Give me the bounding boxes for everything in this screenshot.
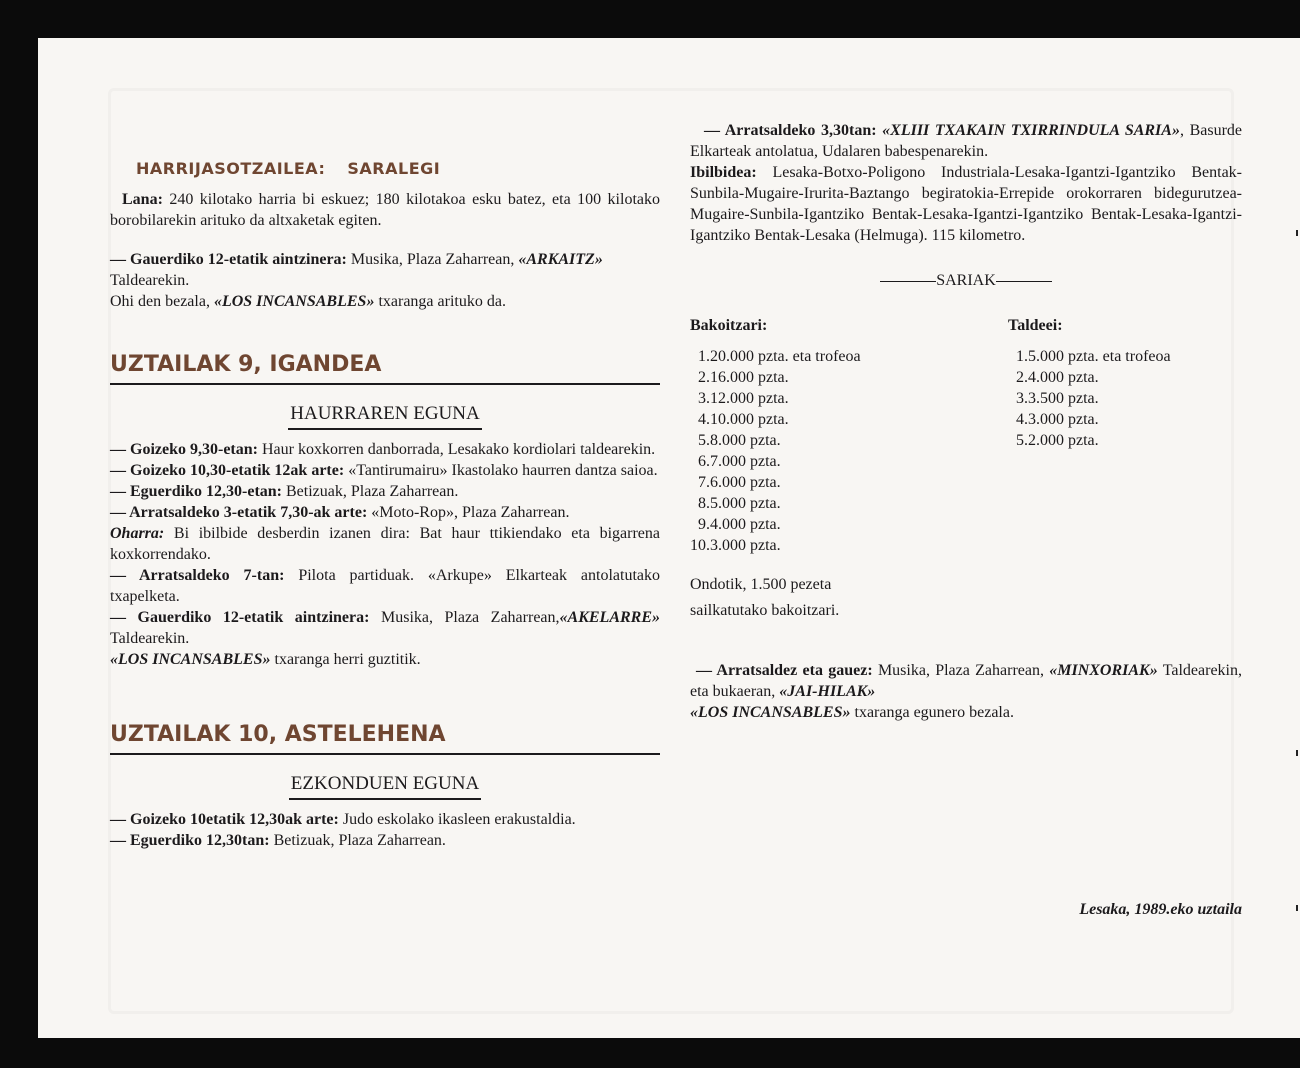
band-name: «ARKAITZ» xyxy=(518,251,603,268)
route-text: Lesaka-Botxo-Poligono Industriala-Lesaka-Igantzi-Igantziko Bentak-Sunbila-Mugaire-Irurita-Baztango begiratokia-Errepide orokorraren bidegurutzea-Mugaire-Sunbila-Igantziko Bentak-Lesaka-Igantzi-Igantziko Bentak-Lesaka-Igantzi-Igantziko Bentak-Lesaka (Helmuga). 115 kilometro. xyxy=(690,164,1242,244)
prize-amount: 8.000 pzta. xyxy=(710,432,781,449)
line2-post: txaranga arituko da. xyxy=(378,293,506,310)
day10-event xyxy=(110,830,660,851)
prize-amount: 2.000 pzta. xyxy=(1028,432,1099,449)
event-time: — Goizeko 9,30-etan: xyxy=(110,441,258,458)
event-time: — Goizeko 10,30-etatik 12ak arte: xyxy=(110,462,345,479)
band-name: «JAI-HILAK» xyxy=(779,683,876,700)
prize-amount: 10.000 pzta. xyxy=(710,411,789,428)
weightlifter-heading xyxy=(136,158,660,179)
prizes-title: SARIAK xyxy=(936,272,996,289)
day9-event xyxy=(110,502,660,523)
prize-row xyxy=(690,493,861,514)
gauerdiko-paragraph xyxy=(110,249,660,312)
day10-subtitle xyxy=(110,773,660,795)
weightlifter-label: HARRIJASOTZAILEA: xyxy=(136,159,326,178)
route-paragraph xyxy=(690,162,1242,246)
prizes-heading xyxy=(690,270,1242,291)
prize-amount: 4.000 pzta. xyxy=(1028,369,1099,386)
band-suffix: Taldearekin. xyxy=(110,630,190,647)
prize-row xyxy=(1008,367,1171,388)
divider xyxy=(996,281,1052,282)
event-text: «Moto-Rop», Plaza Zaharrean. xyxy=(371,504,570,521)
event-time: — Goizeko 10etatik 12,30ak arte: xyxy=(110,811,339,828)
event-time: — Arratsaldez eta gauez: xyxy=(696,662,873,679)
prize-rank: 4. xyxy=(1016,411,1028,428)
band-name: «LOS INCANSABLES» xyxy=(690,704,851,721)
place-date: Lesaka, 1989.eko uztaila xyxy=(1079,901,1242,918)
event-text: Musika, Plaza Zaharrean, xyxy=(877,662,1044,679)
lana-label: Lana: xyxy=(122,191,163,208)
day9-event xyxy=(110,649,660,670)
prize-rank: 1. xyxy=(1016,348,1028,365)
event-text: Pilota partiduak. «Arkupe» Elkarteak antolatutako txapelketa. xyxy=(110,567,661,605)
band-name: «AKELARRE» xyxy=(559,609,661,626)
event-text: Musika, Plaza Zaharrean, xyxy=(350,251,515,268)
event-text: Betizuak, Plaza Zaharrean. xyxy=(286,483,459,500)
edge-mark xyxy=(1296,905,1298,911)
right-column xyxy=(690,120,1242,920)
event-text: Judo eskolako ikasleen erakustaldia. xyxy=(342,811,576,828)
prize-rank: 2. xyxy=(1016,369,1028,386)
edge-mark xyxy=(1296,230,1298,236)
prize-amount: 12.000 pzta. xyxy=(710,390,789,407)
prize-row xyxy=(690,388,861,409)
event-time: — Arratsaldeko 3-etatik 7,30-ak arte: xyxy=(110,504,368,521)
prize-amount: 3.000 pzta. xyxy=(710,537,781,554)
prize-rank: 6. xyxy=(698,453,710,470)
event-text: txaranga herri guztitik. xyxy=(274,651,421,668)
band-suffix: Taldearekin. xyxy=(110,272,190,289)
prize-row xyxy=(690,472,861,493)
prize-rank: 7. xyxy=(698,474,710,491)
race-title: «XLIII TXAKAIN TXIRRINDULA SARIA» xyxy=(882,122,1180,139)
team-prizes xyxy=(1008,315,1171,451)
lana-text: 240 kilotako harria bi eskuez; 180 kilotakoa esku batez, eta 100 kilotako borobilarekin arituko da altxaketak egiten. xyxy=(110,191,660,229)
event-time: — Eguerdiko 12,30-etan: xyxy=(110,483,282,500)
band-name: «LOS INCANSABLES» xyxy=(213,293,375,310)
prize-amount: 4.000 pzta. xyxy=(710,516,781,533)
individual-heading: Bakoitzari: xyxy=(690,317,768,334)
ondotik-line2: sailkatutako bakoitzari. xyxy=(690,602,840,619)
day9-subtitle xyxy=(110,403,660,425)
band-name: «MINXORIAK» xyxy=(1049,662,1158,679)
note-text: Bi ibilbide desberdin izanen dira: Bat haur ttikiendako eta bigarrena koxkorrendako. xyxy=(110,525,660,563)
prize-amount: 16.000 pzta. xyxy=(710,369,789,386)
prize-amount: 5.000 pzta. eta trofeoa xyxy=(1028,348,1171,365)
prize-row xyxy=(690,514,861,535)
event-text: «Tantirumairu» Ikastolako haurren dantza saioa. xyxy=(348,462,658,479)
day10-subtitle-text: EZKONDUEN EGUNA xyxy=(289,773,481,800)
prize-row xyxy=(690,451,861,472)
day9-event xyxy=(110,481,660,502)
race-text: , Basurde Elkarteak antolatua, Udalaren babespenarekin. xyxy=(690,122,1243,160)
evening-paragraph xyxy=(690,660,1242,723)
ondotik-paragraph xyxy=(690,572,1242,624)
individual-prizes xyxy=(690,315,861,556)
event-time: — Arratsaldeko 7-tan: xyxy=(110,567,285,584)
event-text: Musika, Plaza Zaharrean, xyxy=(380,609,560,626)
prize-rank: 10. xyxy=(690,537,710,554)
prize-amount: 3.000 pzta. xyxy=(1028,411,1099,428)
day9-subtitle-text: HAURRAREN EGUNA xyxy=(288,403,481,430)
event-time: — Gauerdiko 12-etatik aintzinera: xyxy=(110,609,370,626)
event-time: — Arratsaldeko 3,30tan: xyxy=(704,122,877,139)
prize-row xyxy=(690,535,861,556)
prize-row xyxy=(1008,430,1171,451)
divider xyxy=(880,281,936,282)
prize-rank: 3. xyxy=(698,390,710,407)
event-time: — Eguerdiko 12,30tan: xyxy=(110,832,270,849)
day9-event xyxy=(110,565,660,607)
prize-row xyxy=(1008,388,1171,409)
prize-amount: 5.000 pzta. xyxy=(710,495,781,512)
race-paragraph xyxy=(690,120,1242,162)
line2-pre: Ohi den bezala, xyxy=(110,293,210,310)
prize-rank: 5. xyxy=(698,432,710,449)
day9-event xyxy=(110,607,660,649)
event-text: Taldearekin, eta bukaeran, xyxy=(690,662,1242,700)
lana-paragraph xyxy=(110,189,660,231)
day10-title: UZTAILAK 10, ASTELEHENA xyxy=(110,722,660,755)
prize-rank: 1. xyxy=(698,348,710,365)
prize-rank: 4. xyxy=(698,411,710,428)
route-label: Ibilbidea: xyxy=(690,164,757,181)
prize-rank: 9. xyxy=(698,516,710,533)
prize-amount: 7.000 pzta. xyxy=(710,453,781,470)
prize-row xyxy=(690,430,861,451)
team-heading: Taldeei: xyxy=(1008,317,1063,334)
prize-rank: 5. xyxy=(1016,432,1028,449)
event-time: — Gauerdiko 12-etatik aintzinera: xyxy=(110,251,347,268)
prize-row xyxy=(1008,409,1171,430)
prize-row xyxy=(1008,346,1171,367)
prize-amount: 3.500 pzta. xyxy=(1028,390,1099,407)
weightlifter-name: SARALEGI xyxy=(347,159,441,178)
prize-rank: 3. xyxy=(1016,390,1028,407)
prizes-block xyxy=(690,315,1242,560)
event-text: Haur koxkorren danborrada, Lesakako kordiolari taldearekin. xyxy=(261,441,656,458)
left-column xyxy=(110,118,660,851)
prize-row xyxy=(690,409,861,430)
prize-row xyxy=(690,346,861,367)
day9-event xyxy=(110,439,660,460)
day9-note xyxy=(110,523,660,565)
edge-mark xyxy=(1296,750,1298,756)
note-label: Oharra: xyxy=(110,525,165,542)
event-text: txaranga egunero bezala. xyxy=(854,704,1014,721)
ondotik-line1: Ondotik, 1.500 pezeta xyxy=(690,576,832,593)
prize-amount: 20.000 pzta. eta trofeoa xyxy=(710,348,861,365)
prize-amount: 6.000 pzta. xyxy=(710,474,781,491)
document-page xyxy=(38,38,1300,1038)
day10-event xyxy=(110,809,660,830)
individual-table xyxy=(690,346,861,556)
prize-rank: 8. xyxy=(698,495,710,512)
prize-row xyxy=(690,367,861,388)
team-table xyxy=(1008,346,1171,451)
band-name: «LOS INCANSABLES» xyxy=(110,651,271,668)
day9-event xyxy=(110,460,660,481)
day9-title: UZTAILAK 9, IGANDEA xyxy=(110,352,660,385)
event-text: Betizuak, Plaza Zaharrean. xyxy=(273,832,446,849)
prize-rank: 2. xyxy=(698,369,710,386)
